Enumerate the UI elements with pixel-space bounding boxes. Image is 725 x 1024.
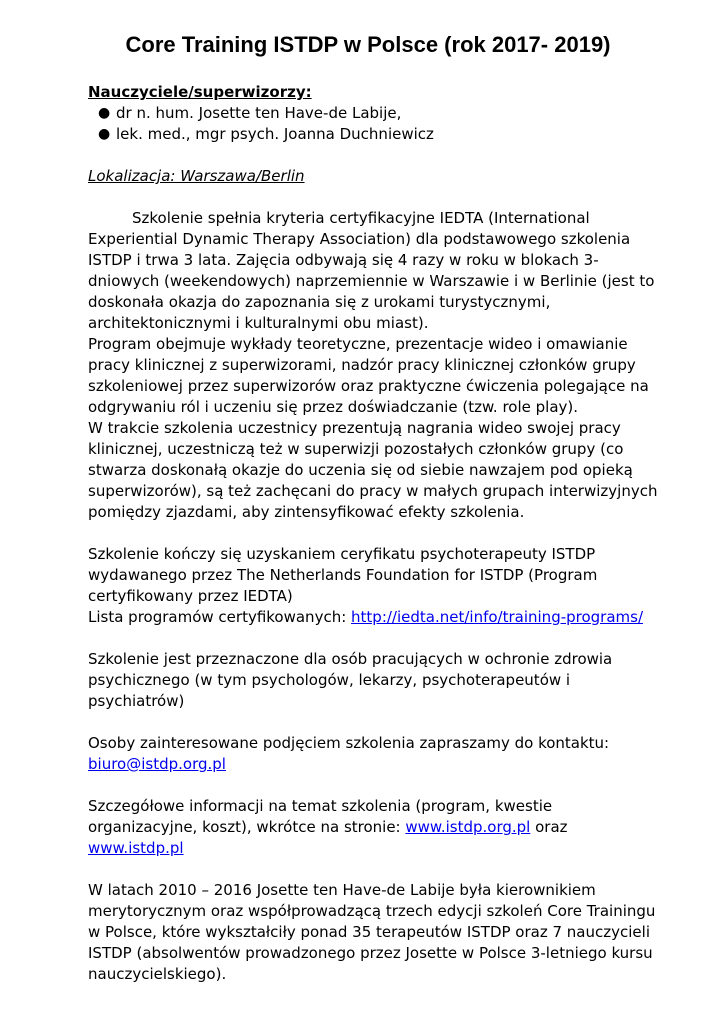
location-label: Lokalizacja: Warszawa/Berlin xyxy=(88,167,305,185)
paragraph-certification: Szkolenie spełnia kryteria certyfikacyjne IEDTA (International Experiential Dynamic Therapy Association) dla podstawowego szkolenia ISTDP i trwa 3 lata. Zajęcia odbywają się 4 razy w roku w blokach 3-dniowych (weekendowych) naprzemiennie w Warszawie i w Berlinie (jest to doskonała okazja do zapoznania się z urokami turystycznymi, architektonicznymi i kulturalnymi obu miast). xyxy=(88,209,655,332)
paragraph-history: W latach 2010 – 2016 Josette ten Have-de Labije była kierownikiem merytorycznym oraz współprowadzącą trzech edycji szkoleń Core Trainingu w Polsce, które wykształciły ponad 35 terapeutów ISTDP oraz 7 nauczycieli ISTDP (absolwentów prowadzonego przez Josette w Polsce 3-letniego kursu nauczycielskiego). xyxy=(88,881,656,983)
teacher-name: dr n. hum. Josette ten Have-de Labije, xyxy=(116,104,402,122)
page-title: Core Training ISTDP w Polsce (rok 2017- 2019) xyxy=(125,32,611,57)
paragraph-certificate: Szkolenie kończy się uzyskaniem ceryfikatu psychoterapeuty ISTDP wydawanego przez The Netherlands Foundation for ISTDP (Program certyfikowany przez IEDTA) xyxy=(88,545,598,605)
list-item xyxy=(88,124,658,145)
spacer xyxy=(88,628,658,649)
bullet-icon: ● xyxy=(98,126,111,142)
spacer xyxy=(88,523,658,544)
spacer xyxy=(88,712,658,733)
paragraph-programs-list xyxy=(88,607,658,628)
paragraph-details xyxy=(88,796,658,859)
paragraph-participants: W trakcie szkolenia uczestnicy prezentują nagrania wideo swojej pracy klinicznej, uczestniczą też w superwizji pozostałych członków grupy (co stwarza doskonałą okazje do uczenia się od siebie nawzajem pod opieką superwizorów), są też zachęcani do pracy w małych grupach interwizyjnych pomiędzy zjazdami, aby zintensyfikować efekty szkolenia. xyxy=(88,419,658,521)
iedta-link[interactable]: http://iedta.net/info/training-programs/ xyxy=(351,608,644,626)
details-text: Szczegółowe informacji na temat szkolenia (program, kwestie organizacyjne, koszt), wkrótce na stronie: xyxy=(88,797,553,836)
paragraph-contact: Osoby zainteresowane podjęciem szkolenia zapraszamy do kontaktu: xyxy=(88,734,610,752)
paragraph-program: Program obejmuje wykłady teoretyczne, prezentacje wideo i omawianie pracy klinicznej z superwizorami, nadzór pracy klinicznej członków grupy szkoleniowej przez superwizorów oraz praktyczne ćwiczenia polegające na odgrywaniu ról i uczeniu się przez doświadczanie (tzw. role play). xyxy=(88,335,649,416)
teachers-list xyxy=(88,103,658,145)
teacher-name: lek. med., mgr psych. Joanna Duchniewicz xyxy=(116,125,434,143)
bullet-icon: ● xyxy=(98,105,111,121)
spacer xyxy=(88,859,658,880)
list-item xyxy=(88,103,658,124)
istdp-pl-link[interactable]: www.istdp.pl xyxy=(88,839,184,857)
istdp-org-link[interactable]: www.istdp.org.pl xyxy=(405,818,531,836)
programs-list-label: Lista programów certyfikowanych: xyxy=(88,608,352,626)
teachers-heading: Nauczyciele/superwizorzy: xyxy=(88,83,312,101)
document-page xyxy=(88,30,658,985)
email-link[interactable]: biuro@istdp.org.pl xyxy=(88,755,226,773)
paragraph-audience: Szkolenie jest przeznaczone dla osób pracujących w ochronie zdrowia psychicznego (w tym psychologów, lekarzy, psychoterapeutów i psychiatrów) xyxy=(88,650,613,710)
spacer xyxy=(88,775,658,796)
contact-email-line xyxy=(88,754,658,775)
details-connector: oraz xyxy=(530,818,568,836)
